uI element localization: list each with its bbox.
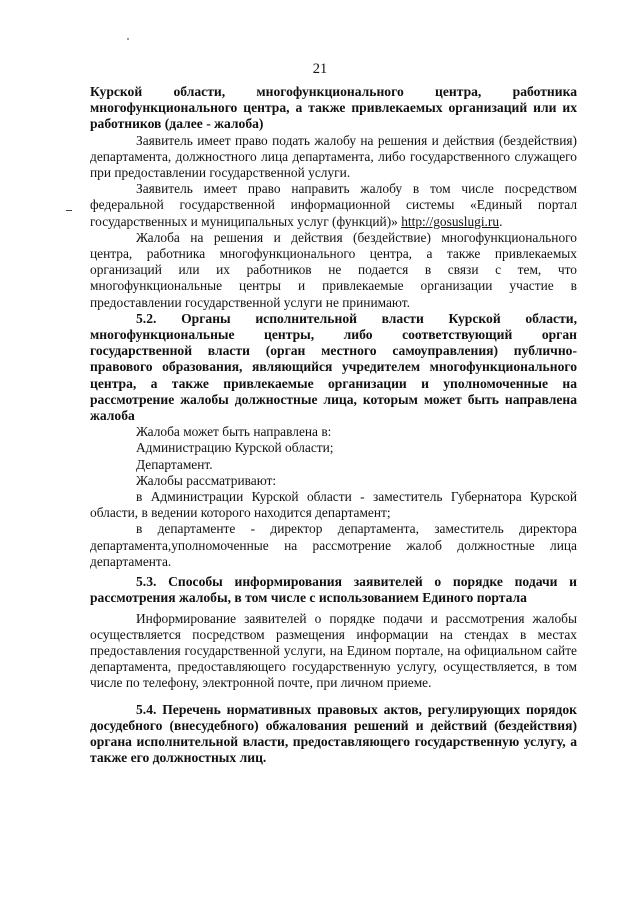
paragraph-informing	[90, 611, 577, 692]
paragraph-administration	[90, 440, 577, 456]
paragraph-text: в Администрации Курской области - заместитель Губернатора Курской области, в ведении которого находится департамент;	[90, 489, 577, 521]
paragraph-text: Жалоба на решения и действия (бездействие) многофункционального центра, работника многофункционального центра, а также привлекаемых организаций или их работников не подается в связи с тем, что многофункциональные центры и привлекаемые организации участие в предоставлении государственной услуги не принимают.	[90, 229, 577, 310]
paragraph-text-suffix: .	[499, 213, 503, 229]
paragraph-federal-portal	[90, 181, 577, 230]
scan-speck	[127, 38, 129, 40]
paragraph-text: Курской области, многофункционального центра, работника многофункционального центра, а также привлекаемых организаций или их работников (далее - жалоба)	[90, 84, 577, 132]
margin-mark	[66, 210, 72, 211]
paragraph-mfc-exclusion	[90, 230, 577, 311]
heading-text: 5.4. Перечень нормативных правовых актов, регулирующих порядок досудебного (внесудебного) обжалования решений и действий (бездействия) органа исполнительной власти, предоставляющего государственную услугу, а также его должностных лиц.	[90, 701, 577, 766]
heading-text: 5.2. Органы исполнительной власти Курской области, многофункциональные центры, либо соответствующий орган государственной власти (орган местного самоуправления) публично-правового образования, являющийся учредителем многофункционального центра, а также привлекаемые организации и уполномоченные на рассмотрение жалобы должностные лица, которым может быть направлена жалоба	[90, 310, 577, 424]
paragraph-right-to-complain	[90, 133, 577, 182]
paragraph-reviewed-by	[90, 473, 577, 489]
section-heading-5-2	[90, 311, 577, 424]
heading-text: 5.3. Способы информирования заявителей о порядке подачи и рассмотрения жалобы, в том числе с использованием Единого портала	[90, 574, 577, 606]
paragraph-text: Информирование заявителей о порядке подачи и рассмотрения жалобы осуществляется посредством размещения информации на стендах в местах предоставления государственной услуги, на Едином портале, на официальном сайте департамента, предоставляющего государственную услугу, осуществляется, в том числе по телефону, электронной почте, при личном приеме.	[90, 610, 577, 691]
paragraph-department	[90, 457, 577, 473]
paragraph-text: Администрацию Курской области;	[136, 440, 334, 456]
paragraph-text: Заявитель имеет право подать жалобу на решения и действия (бездействия) департамента, должностного лица департамента, либо государственного служащего при предоставлении государственной услуги.	[90, 132, 577, 181]
section-heading-continuation	[90, 84, 577, 133]
paragraph-may-be-sent	[90, 424, 577, 440]
document-body	[90, 84, 577, 766]
paragraph-administration-reviewer	[90, 489, 577, 521]
paragraph-text: Заявитель имеет право направить жалобу в том числе посредством федеральной государственной информационной системы «Единый портал государственных и муниципальных услуг (функций)»	[90, 181, 577, 229]
paragraph-text: в департаменте - директор департамента, заместитель директора департамента,уполномоченные на рассмотрение жалоб должностные лица департамента.	[90, 521, 577, 569]
gosuslugi-link[interactable]: http://gosuslugi.ru	[401, 213, 500, 229]
paragraph-department-reviewer	[90, 521, 577, 570]
section-heading-5-3	[90, 574, 577, 606]
section-heading-5-4	[90, 702, 577, 767]
paragraph-text: Жалобы рассматривают:	[136, 472, 277, 488]
paragraph-text: Жалоба может быть направлена в:	[136, 424, 332, 440]
page-number: 21	[312, 61, 328, 77]
paragraph-text: Департамент.	[136, 456, 213, 472]
